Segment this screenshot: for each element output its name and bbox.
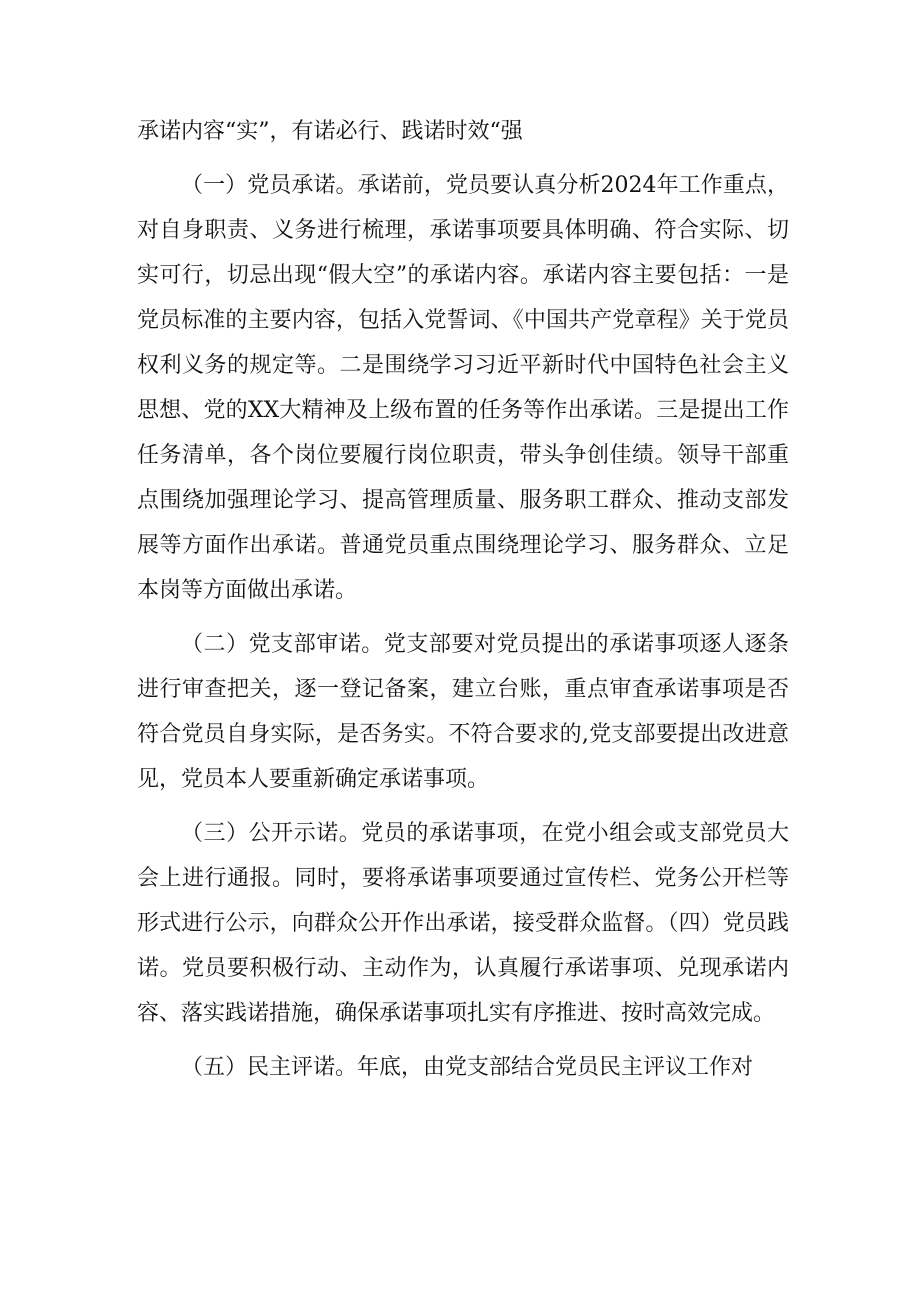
paragraph-heading-line: 承诺内容“实”，有诺必行、践诺时效“强 [137,119,523,144]
paragraph-democratic-evaluation: （五）民主评诺。年底，由党支部结合党员民主评议工作对 [181,1055,754,1080]
paragraph-branch-review: （二）党支部审诺。党支部要对党员提出的承诺事项逐人逐条进行审查把关，逐一登记备案，建立台账，重点审査承诺事项是否符合党员自身实际，是否务实。不符合要求的,党支部要提出改进意见，党员本人要重新确定承诺事项。 [137,632,789,792]
paragraph-public-pledge: （三）公开示诺。党员的承诺事项，在党小组会或支部党员大会上进行通报。同时，要将承诺事项要通过宣传栏、党务公开栏等形式进行公示，向群众公开作出承诺，接受群众监督。（四）党员践诺。党员要积极行动、主动作为，认真履行承诺事项、兑现承诺内容、落实践诺措施，确保承诺事项扎实有序推进、按时高效完成。 [137,821,789,1026]
paragraph-party-member-pledge: （一）党员承诺。承诺前，党员要认真分析2024年工作重点，对自身职责、义务进行梳理，承诺事项要具体明确、符合实际、切实可行，切忌出现“假大空”的承诺内容。承诺内容主要包括：一是党员标准的主要内容，包括入党誓词、《中国共产党章程》关于党员权利义务的规定等。二是围绕学习习近平新时代中国特色社会主义思想、党的XX大精神及上级布置的任务等作出承诺。三是提出工作任务清单，各个岗位要履行岗位职责，带头争创佳绩。领导干部重点围绕加强理论学习、提高管理质量、服务职工群众、推动支部发展等方面作出承诺。普通党员重点围绕理论学习、服务群众、立足本岗等方面做出承诺。 [137,173,789,603]
document-body [137,109,789,1099]
